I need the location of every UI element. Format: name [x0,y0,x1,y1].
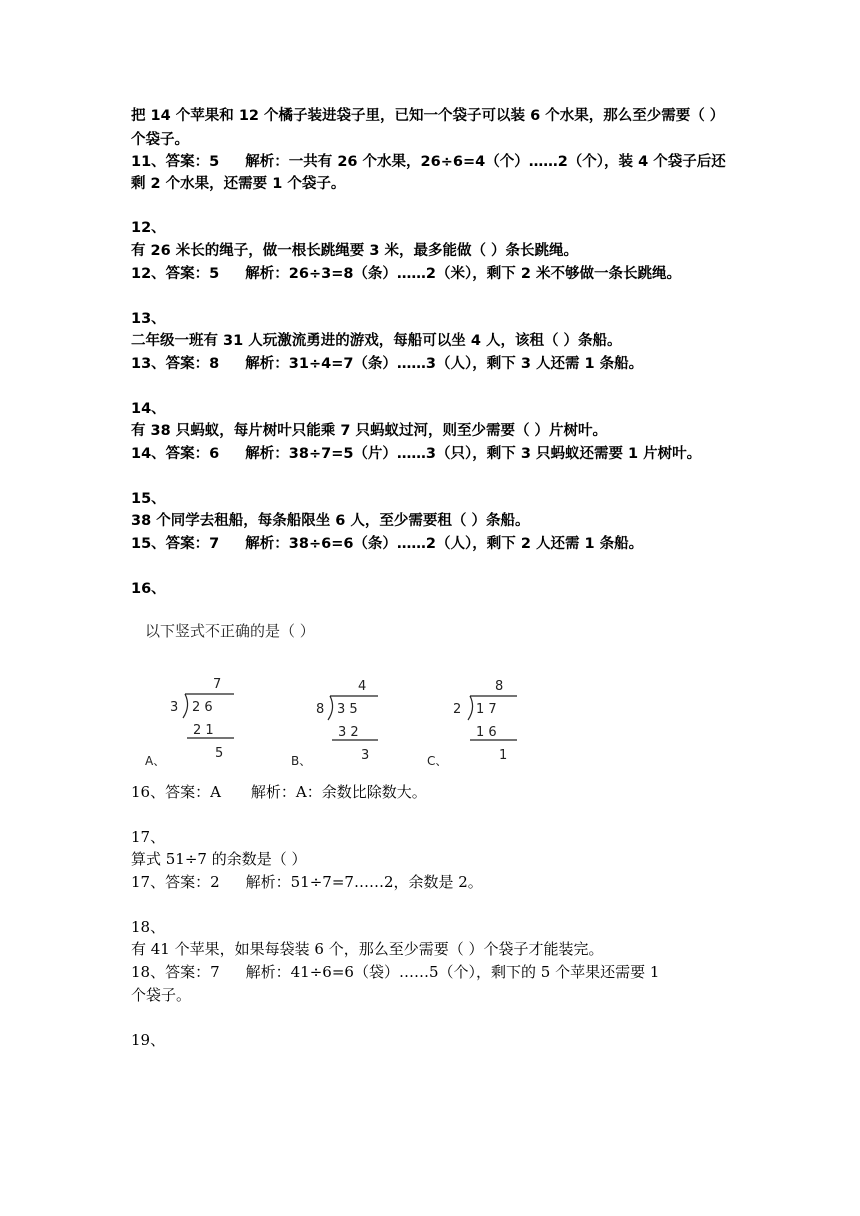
answer-12-label: 12、答案：5 [131,266,220,282]
question-12-text: 有 26 米长的绳子，做一根长跳绳要 3 米，最多能做（ ）条长跳绳。 [131,243,579,259]
question-13-number: 13、 [131,311,166,327]
option-b-label: B、 [291,754,312,768]
division-b-product: 3 2 [338,725,359,740]
division-a-remainder: 5 [215,746,224,761]
question-15-text: 38 个同学去租船，每条船限坐 6 人，至少需要租（ ）条船。 [131,513,530,529]
division-c-product: 1 6 [476,725,497,740]
question-19-number: 19、 [131,1031,166,1049]
answer-18-explanation-cont: 个袋子。 [131,986,192,1004]
answer-16-explanation: 解析：A：余数比除数大。 [250,783,427,801]
question-15-number: 15、 [131,491,166,507]
answer-11-label: 11、答案：5 [131,154,220,170]
division-c-remainder: 1 [499,748,508,763]
answer-17 [131,872,741,892]
division-a-divisor: 3 [170,700,179,715]
question-11-text-cont: 个袋子。 [131,132,189,148]
answer-12 [131,264,741,284]
long-division-figure [131,612,551,774]
answer-16-label: 16、答案：A [131,783,221,801]
question-12-number: 12、 [131,220,166,236]
answer-18-label: 18、答案：7 [131,963,220,981]
division-a-quotient: 7 [213,677,222,692]
question-14-text: 有 38 只蚂蚁，每片树叶只能乘 7 只蚂蚁过河，则至少需要（ ）片树叶。 [131,423,608,439]
figure-prompt: 以下竖式不正确的是（ ） [145,622,315,640]
division-a-product: 2 1 [193,723,214,738]
answer-15-explanation: 解析：38÷6=6（条）……2（人），剩下 2 人还需 1 条船。 [245,536,644,552]
answer-15-label: 15、答案：7 [131,536,220,552]
answer-13 [131,354,741,374]
division-b-remainder: 3 [361,748,370,763]
division-b-dividend: 3 5 [337,702,358,717]
question-18-text: 有 41 个苹果，如果每袋装 6 个，那么至少需要（ ）个袋子才能装完。 [131,940,604,958]
division-c-quotient: 8 [495,679,504,694]
question-18-number: 18、 [131,918,166,936]
answer-14 [131,444,741,464]
answer-14-explanation: 解析：38÷7=5（片）……3（只），剩下 3 只蚂蚁还需要 1 片树叶。 [245,446,702,462]
answer-13-label: 13、答案：8 [131,356,220,372]
division-b [291,679,378,768]
answer-11-explanation: 解析：一共有 26 个水果，26÷6=4（个）……2（个），装 4 个袋子后还 [245,154,726,170]
question-17-text: 算式 51÷7 的余数是（ ） [131,850,307,868]
option-c-label: C、 [427,754,448,768]
answer-14-label: 14、答案：6 [131,446,220,462]
question-11-text: 把 14 个苹果和 12 个橘子装进袋子里，已知一个袋子可以装 6 个水果，那么至少需要（ ） [131,108,725,124]
division-c [427,679,517,768]
division-a-dividend: 2 6 [192,700,213,715]
answer-12-explanation: 解析：26÷3=8（条）……2（米），剩下 2 米不够做一条长跳绳。 [245,266,681,282]
answer-17-explanation: 解析：51÷7=7……2，余数是 2。 [245,873,483,891]
division-c-divisor: 2 [453,702,462,717]
answer-13-explanation: 解析：31÷4=7（条）……3（人），剩下 3 人还需 1 条船。 [245,356,644,372]
long-division-diagrams [131,612,551,774]
division-b-divisor: 8 [316,702,325,717]
answer-16 [131,782,741,802]
answer-11 [131,152,741,172]
answer-11-explanation-cont: 剩 2 个水果，还需要 1 个袋子。 [131,176,346,192]
question-16-number: 16、 [131,581,166,597]
question-17-number: 17、 [131,828,166,846]
answer-18 [131,962,741,982]
division-b-quotient: 4 [358,679,367,694]
answer-15 [131,534,741,554]
division-c-dividend: 1 7 [476,702,497,717]
option-a-label: A、 [145,754,166,768]
division-a [145,677,234,768]
question-13-text: 二年级一班有 31 人玩激流勇进的游戏，每船可以坐 4 人，该租（ ）条船。 [131,333,622,349]
question-14-number: 14、 [131,401,166,417]
answer-17-label: 17、答案：2 [131,873,220,891]
answer-18-explanation: 解析：41÷6=6（袋）……5（个），剩下的 5 个苹果还需要 1 [245,963,660,981]
